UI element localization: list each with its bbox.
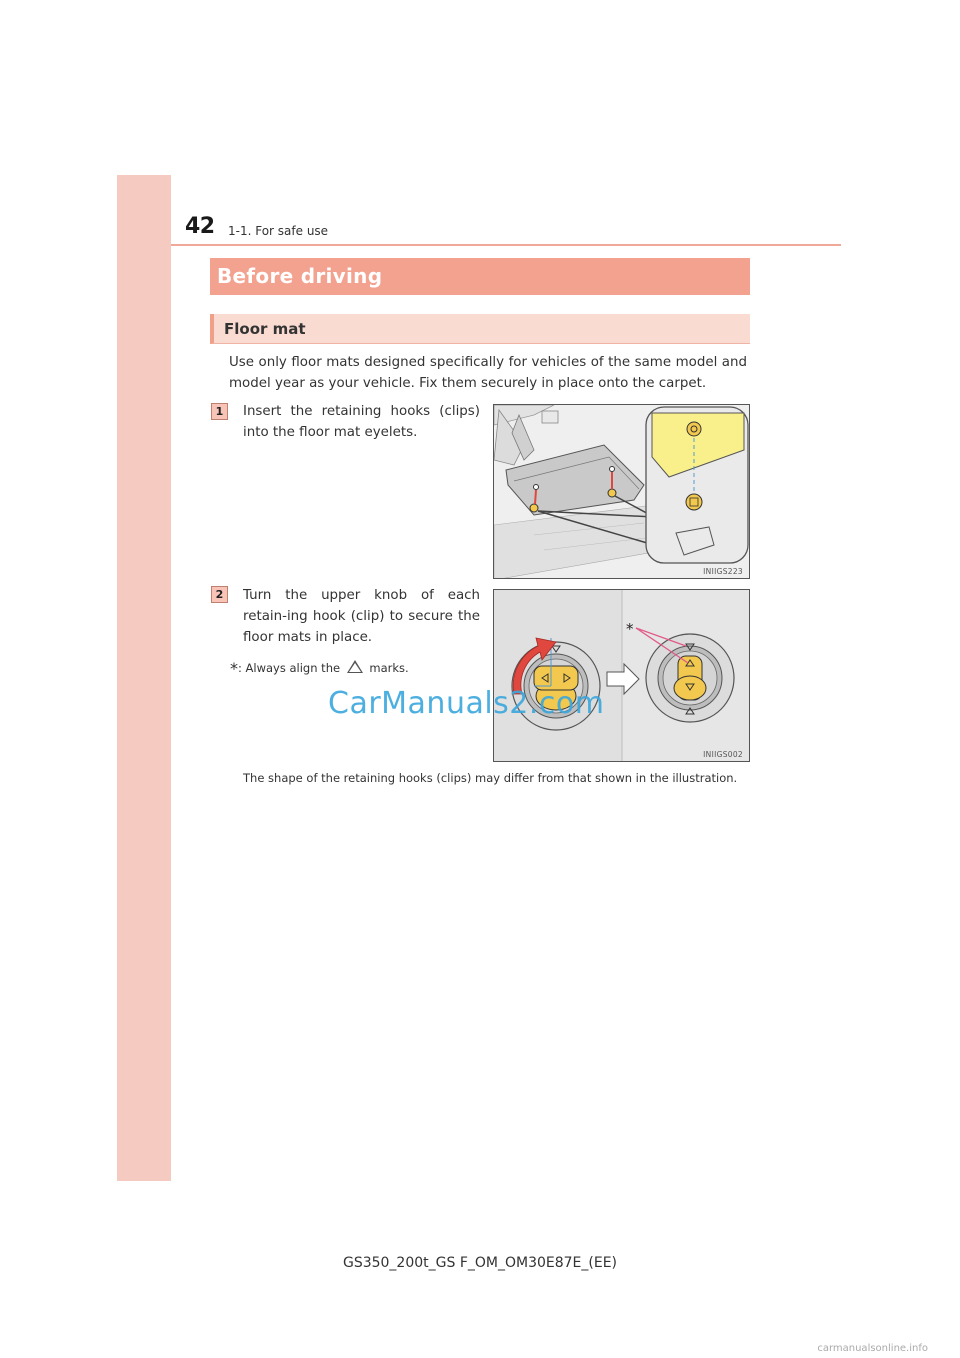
document-code: GS350_200t_GS F_OM_OM30E87E_(EE) [342,1255,618,1271]
step-2-number: 2 [211,586,228,603]
section-heading-text: Before driving [217,264,383,288]
subsection-heading [210,314,750,344]
figure-hook-rotation [493,589,750,762]
page-number: 42 [185,214,215,239]
triangle-mark-icon [347,660,363,673]
footnote-suffix: marks. [369,661,409,675]
bottom-watermark: carmanualsonline.info [817,1343,928,1354]
side-band [117,175,171,1181]
figure-2-code: INIIGS002 [703,750,743,759]
step-2-text: Turn the upper knob of each retain-ing hook (clip) to secure the floor mats in place. [243,588,480,645]
figure-floor-mat-hooks [493,404,750,579]
footnote [230,657,409,676]
watermark: CarManuals2.com [328,686,605,721]
step-1-number: 1 [211,403,228,420]
section-label: 1-1. For safe use [228,224,329,238]
footnote-prefix: : Always align the [238,661,341,675]
intro-paragraph: Use only floor mats designed specifically for vehicles of the same model and model year as your vehicle. Fix them securely in place onto the carpet. [229,355,747,391]
floor-mat-illustration [494,405,750,579]
step-1-text: Insert the retaining hooks (clips) into the floor mat eyelets. [243,404,480,440]
subsection-heading-text: Floor mat [224,320,306,338]
illustration-note: The shape of the retaining hooks (clips) may differ from that shown in the illustration. [243,771,738,785]
hook-rotation-illustration [494,590,750,762]
footnote-marker: * [230,659,238,678]
section-heading [210,258,750,295]
figure-1-code: INIIGS223 [703,567,743,576]
figure-callout-marker: * [626,620,634,638]
header-rule [171,244,841,246]
